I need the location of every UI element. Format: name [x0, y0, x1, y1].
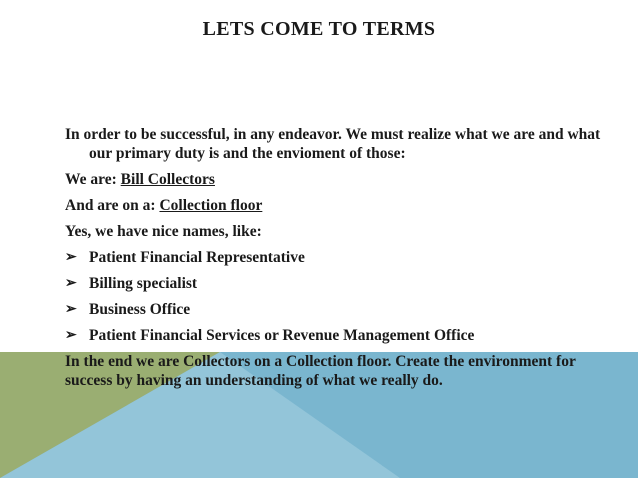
- bullet-text: Patient Financial Services or Revenue Management Office: [89, 327, 475, 344]
- we-are-label: We are:: [65, 171, 121, 188]
- arrow-bullet-icon: ➢: [65, 328, 77, 343]
- slide-title: LETS COME TO TERMS: [202, 18, 436, 40]
- intro-paragraph: In order to be successful, in any endeavor. We must realize what we are and what our primary duty is and the envioment of those:: [65, 126, 601, 162]
- on-a-line: [65, 196, 605, 215]
- arrow-bullet-icon: ➢: [65, 276, 77, 291]
- on-a-value: Collection floor: [159, 197, 263, 214]
- we-are-value: Bill Collectors: [120, 171, 215, 188]
- closing-paragraph: In the end we are Collectors on a Collection floor. Create the environment for success by having an understanding of what we really do.: [65, 353, 576, 389]
- bullet-item: [65, 326, 605, 345]
- names-intro: Yes, we have nice names, like:: [65, 223, 262, 240]
- bullet-text: Business Office: [89, 301, 191, 318]
- arrow-bullet-icon: ➢: [65, 302, 77, 317]
- bullet-item: [65, 300, 605, 319]
- bullet-text: Billing specialist: [89, 275, 198, 292]
- bullet-item: [65, 274, 605, 293]
- arrow-bullet-icon: ➢: [65, 250, 77, 265]
- bullet-item: [65, 248, 605, 267]
- on-a-label: And are on a:: [65, 197, 160, 214]
- slide-body: [65, 125, 605, 397]
- bullet-text: Patient Financial Representative: [89, 249, 305, 266]
- we-are-line: [65, 170, 605, 189]
